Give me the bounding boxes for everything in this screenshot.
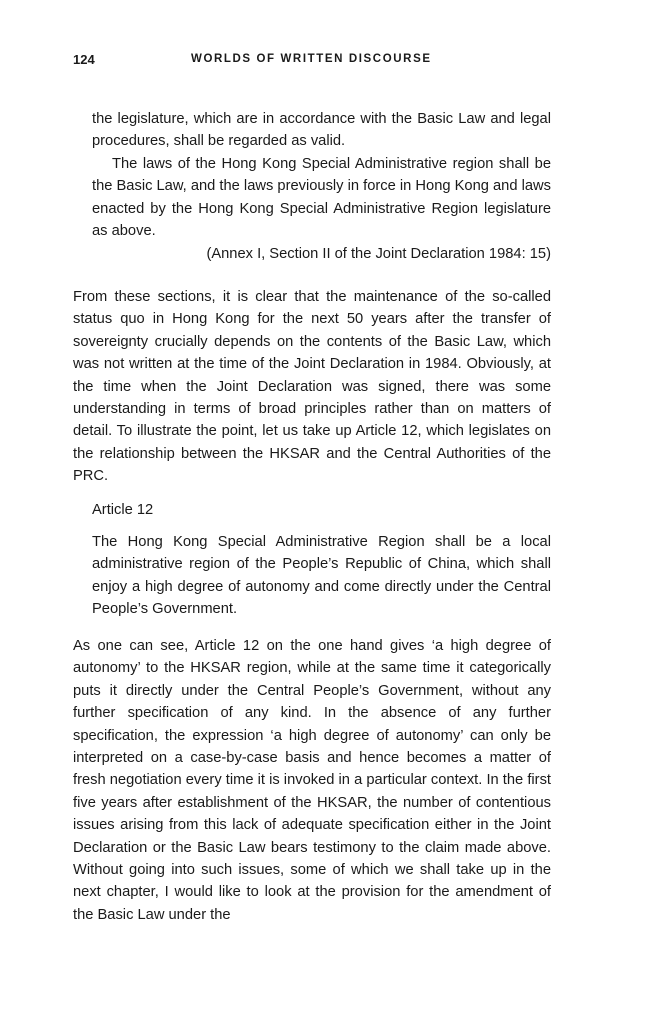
quote-citation: (Annex I, Section II of the Joint Declaration 1984: 15) bbox=[206, 246, 551, 262]
page-number: 124 bbox=[73, 52, 95, 67]
running-head: WORLDS OF WRITTEN DISCOURSE bbox=[191, 53, 432, 65]
quote-paragraph-1: the legislature, which are in accordance with the Basic Law and legal procedures, shall be regarded as valid. bbox=[92, 111, 551, 150]
body-paragraph-2: As one can see, Article 12 on the one hand gives ‘a high degree of autonomy’ to the HKSAR region, while at the same time it categorically puts it directly under the Central People’s Government, without any further specification of any kind. In the absence of any further specification, the expression ‘a high degree of autonomy’ can only be interpreted on a case-by-case basis and hence becomes a matter of fresh negotiation every time it is invoked in a particular context. In the first five years after establishment of the HKSAR, the number of contentious issues arising from this lack of adequate specification either in the Joint Declaration or the Basic Law bears testimony to the claim made above. Without going into such issues, some of which we shall take up in the next chapter, I would like to look at the provision for the amendment of the Basic Law under the bbox=[73, 638, 551, 923]
body-paragraph-1: From these sections, it is clear that the maintenance of the so-called status quo in Hong Kong for the next 50 years after the transfer of sovereignty crucially depends on the contents of the Basic Law, which was not written at the time of the Joint Declaration in 1984. Obviously, at the time when the Joint Declaration was signed, there was some understanding in terms of broad principles rather than on matters of detail. To illustrate the point, let us take up Article 12, which legislates on the relationship between the HKSAR and the Central Authorities of the PRC. bbox=[73, 289, 551, 485]
quote-paragraph-2: The laws of the Hong Kong Special Administrative region shall be the Basic Law, and the laws previously in force in Hong Kong and laws enacted by the Hong Kong Special Administrative Region legislature as above. bbox=[92, 155, 551, 240]
article-heading: Article 12 bbox=[92, 502, 154, 518]
article-text: The Hong Kong Special Administrative Region shall be a local administrative region of the People’s Republic of China, which shall enjoy a high degree of autonomy and come directly under the Central People’s Government. bbox=[92, 534, 551, 618]
page-header bbox=[73, 52, 551, 72]
block-quote bbox=[92, 108, 551, 242]
